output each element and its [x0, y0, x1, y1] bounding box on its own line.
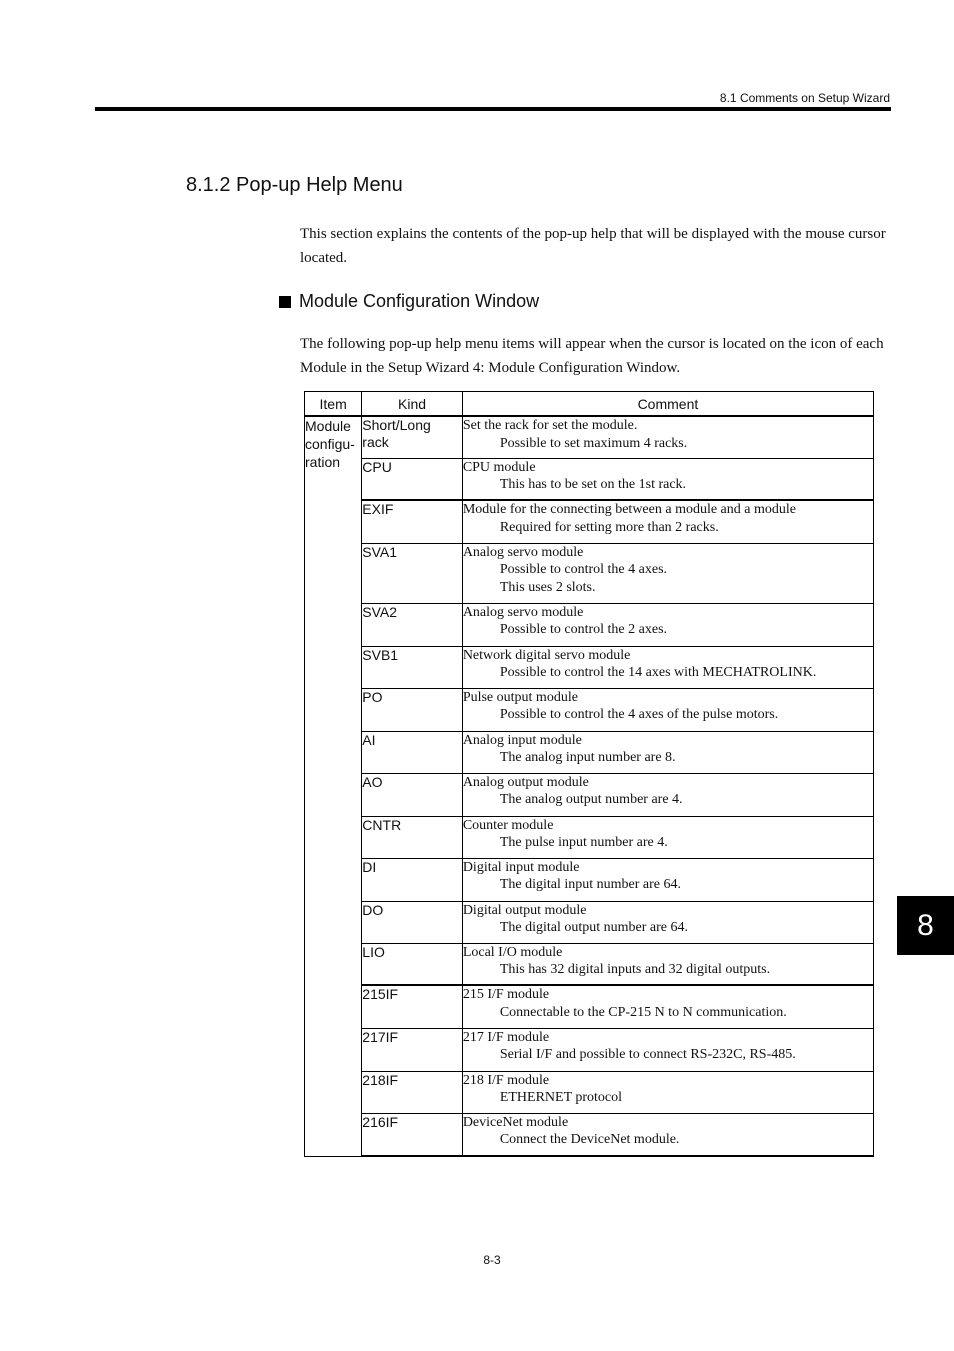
kind-line: rack — [362, 434, 389, 450]
kind-cell — [362, 500, 463, 543]
comment-cell — [462, 1113, 873, 1156]
comment-detail: This has 32 digital inputs and 32 digital outputs. — [499, 962, 771, 977]
kind-line: PO — [362, 688, 383, 705]
kind-cell — [362, 858, 463, 901]
header-comment: Comment — [462, 392, 873, 417]
kind-cell — [362, 603, 463, 646]
comment-detail: Connect the DeviceNet module. — [499, 1132, 680, 1147]
kind-cell — [362, 646, 463, 688]
kind-cell — [362, 731, 463, 773]
table-row — [305, 901, 874, 943]
table-row — [305, 646, 874, 688]
comment-detail: The digital input number are 64. — [499, 877, 681, 892]
running-header: 8.1 Comments on Setup Wizard — [719, 91, 890, 105]
comment-detail: ETHERNET protocol — [499, 1090, 623, 1105]
comment-cell — [462, 416, 873, 458]
header-rule — [95, 107, 891, 111]
comment-cell — [462, 688, 873, 731]
table-row — [305, 458, 874, 500]
comment-title: Pulse output module — [462, 689, 578, 705]
kind-line: EXIF — [362, 501, 394, 517]
kind-line: LIO — [362, 943, 385, 960]
kind-cell — [362, 985, 463, 1028]
kind-line: 217IF — [362, 1028, 399, 1045]
chapter-tab: 8 — [897, 896, 954, 955]
kind-line: AO — [362, 773, 383, 790]
comment-detail: Required for setting more than 2 racks. — [499, 519, 719, 535]
table-row — [305, 773, 874, 816]
comment-title: Set the rack for set the module. — [462, 418, 638, 433]
table-header-row — [305, 392, 874, 417]
kind-cell — [362, 816, 463, 858]
comment-title: CPU module — [462, 459, 536, 475]
subsection-heading — [279, 291, 539, 312]
comment-detail: The pulse input number are 4. — [499, 835, 668, 850]
table-row — [305, 1113, 874, 1156]
comment-title: Digital input module — [462, 859, 580, 875]
comment-detail: Connectable to the CP-215 N to N communication. — [499, 1004, 787, 1020]
comment-cell — [462, 943, 873, 985]
table-row — [305, 943, 874, 985]
kind-cell — [362, 688, 463, 731]
kind-cell — [362, 1113, 463, 1156]
comment-cell — [462, 731, 873, 773]
comment-cell — [462, 500, 873, 543]
comment-title: Module for the connecting between a module and a module — [462, 502, 796, 517]
header-item: Item — [305, 392, 362, 417]
kind-line: SVA1 — [362, 543, 398, 560]
table-row — [305, 731, 874, 773]
header-kind: Kind — [362, 392, 463, 417]
comment-detail: The digital output number are 64. — [499, 920, 688, 935]
table-row — [305, 543, 874, 603]
comment-detail: Possible to control the 14 axes with MECHATROLINK. — [499, 665, 817, 680]
comment-title: 217 I/F module — [462, 1029, 550, 1045]
comment-title: Digital output module — [462, 902, 587, 918]
kind-line: CPU — [362, 458, 392, 475]
kind-cell — [362, 773, 463, 816]
comment-detail: Possible to set maximum 4 racks. — [499, 435, 688, 451]
comment-detail: The analog output number are 4. — [499, 792, 683, 807]
comment-cell — [462, 1028, 873, 1071]
kind-cell — [362, 1071, 463, 1113]
comment-detail: This has to be set on the 1st rack. — [499, 477, 687, 492]
kind-line: 218IF — [362, 1071, 399, 1088]
comment-cell — [462, 985, 873, 1028]
kind-line: SVB1 — [362, 646, 399, 663]
comment-title: Analog servo module — [462, 604, 584, 620]
kind-line: CNTR — [362, 816, 402, 833]
subsection-paragraph: The following pop-up help menu items will appear when the cursor is located on the icon of each Module in the Setup Wizard 4: Module Configuration Window. — [300, 336, 884, 376]
comment-cell — [462, 858, 873, 901]
kind-line: SVA2 — [362, 603, 398, 620]
comment-title: Analog servo module — [462, 544, 584, 560]
comment-title: DeviceNet module — [462, 1114, 569, 1130]
table-row — [305, 1028, 874, 1071]
subsection-title: Module Configuration Window — [299, 291, 540, 311]
comment-cell — [462, 1071, 873, 1113]
table-row — [305, 416, 874, 458]
comment-cell — [462, 646, 873, 688]
kind-line: 215IF — [362, 986, 399, 1002]
kind-line: DI — [362, 858, 377, 875]
comment-title: Analog input module — [462, 732, 582, 748]
item-line: configu- — [305, 436, 355, 452]
comment-title: Counter module — [462, 817, 554, 833]
table-row — [305, 1071, 874, 1113]
table-row — [305, 985, 874, 1028]
kind-line: DO — [362, 901, 384, 918]
comment-detail: This uses 2 slots. — [499, 579, 596, 595]
table-row — [305, 688, 874, 731]
kind-line: Short/Long — [362, 417, 431, 433]
kind-cell — [362, 943, 463, 985]
comment-detail: Possible to control the 2 axes. — [499, 622, 668, 637]
square-bullet-icon — [279, 296, 291, 308]
table-row — [305, 858, 874, 901]
comment-detail: Serial I/F and possible to connect RS-232C, RS-485. — [499, 1047, 796, 1062]
table-row — [305, 603, 874, 646]
popup-help-table — [304, 391, 874, 1157]
comment-title: Local I/O module — [462, 944, 563, 960]
page-number: 8-3 — [483, 1253, 501, 1267]
item-cell — [305, 416, 362, 1156]
comment-title: Network digital servo module — [462, 647, 631, 663]
comment-cell — [462, 901, 873, 943]
table-row — [305, 500, 874, 543]
kind-cell — [362, 543, 463, 603]
kind-cell — [362, 416, 463, 458]
comment-title: Analog output module — [462, 774, 589, 790]
comment-title: 215 I/F module — [462, 987, 550, 1002]
item-line: ration — [305, 454, 341, 470]
kind-line: 216IF — [362, 1113, 399, 1130]
kind-cell — [362, 901, 463, 943]
kind-line: AI — [362, 731, 376, 748]
comment-detail: Possible to control the 4 axes of the pulse motors. — [499, 707, 779, 722]
comment-detail: Possible to control the 4 axes. — [499, 562, 668, 577]
comment-title: 218 I/F module — [462, 1072, 550, 1088]
section-title: 8.1.2 Pop-up Help Menu — [186, 174, 403, 196]
comment-cell — [462, 816, 873, 858]
kind-cell — [362, 458, 463, 500]
comment-cell — [462, 458, 873, 500]
section-intro: This section explains the contents of the pop-up help that will be displayed with the mouse cursor located. — [300, 226, 886, 266]
comment-detail: The analog input number are 8. — [499, 750, 676, 765]
comment-cell — [462, 603, 873, 646]
kind-cell — [362, 1028, 463, 1071]
table-body — [305, 416, 874, 1156]
table-row — [305, 816, 874, 858]
comment-cell — [462, 773, 873, 816]
item-line: Module — [305, 418, 351, 434]
comment-cell — [462, 543, 873, 603]
